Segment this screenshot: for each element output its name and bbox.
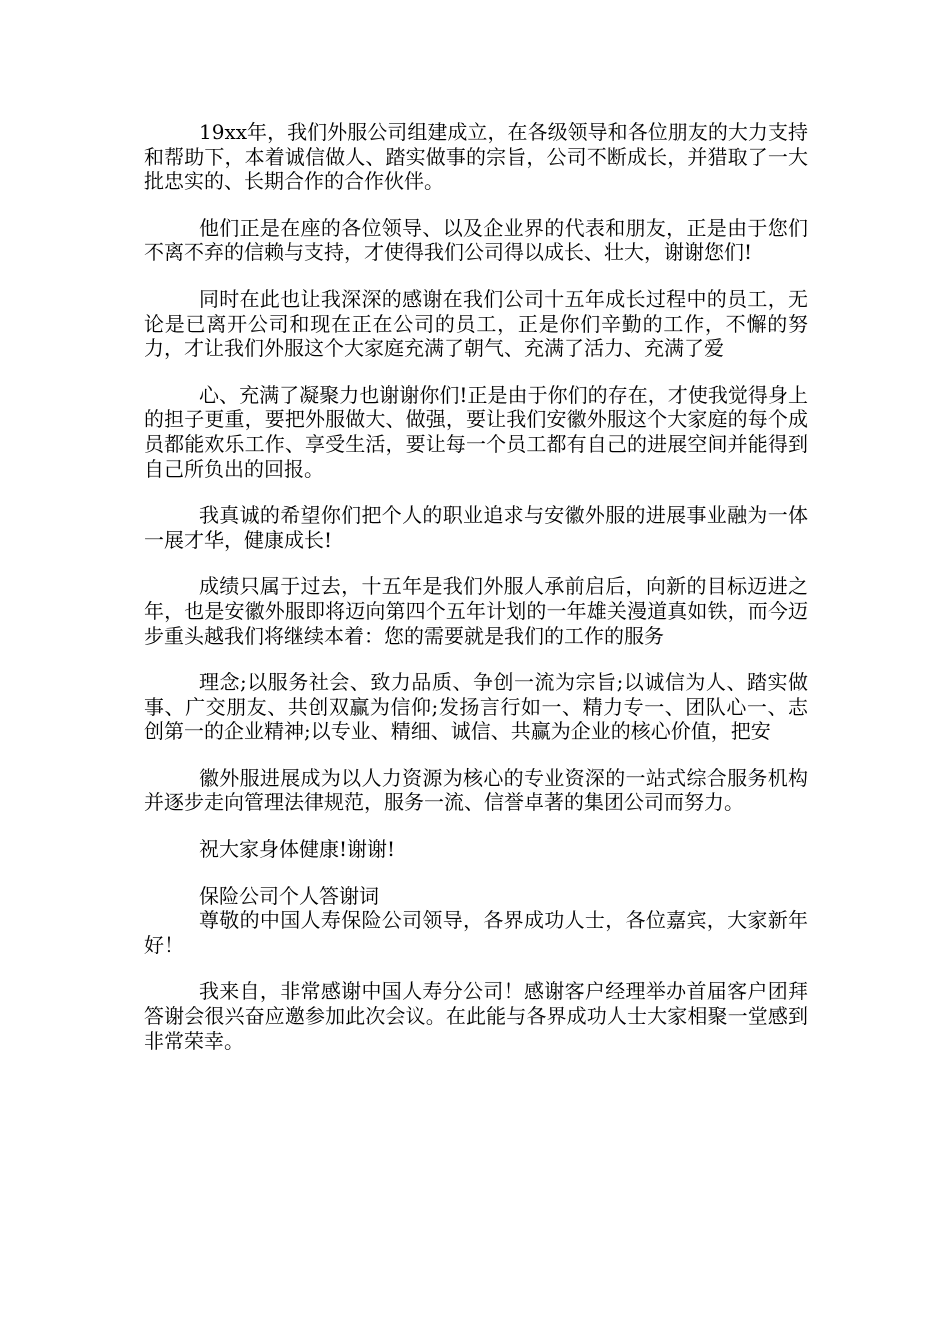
paragraph-greeting: 尊敬的中国人寿保险公司领导，各界成功人士，各位嘉宾，大家新年好！ (144, 908, 808, 957)
paragraph-thanks-employees: 同时在此也让我深深的感谢在我们公司十五年成长过程中的员工，无论是已离开公司和现在正在公司的员工，正是你们辛勤的工作，不懈的努力，才让我们外服这个大家庭充满了朝气、充满了活力、充满了爱 (144, 286, 808, 361)
paragraph-philosophy: 理念;以服务社会、致力品质、争创一流为宗旨;以诚信为人、踏实做事、广交朋友、共创双赢为信仰;发扬言行如一、精力专一、团队心一、志创第一的企业精神;以专业、精细、诚信、共赢为企业的核心价值，把安 (144, 670, 808, 744)
paragraph-hope: 我真诚的希望你们把个人的职业追求与安徽外服的进展事业融为一体一展才华，健康成长! (144, 503, 808, 552)
paragraph-founding: 19xx年，我们外服公司组建成立，在各级领导和各位朋友的大力支持和帮助下，本着诚信做人、踏实做事的宗旨，公司不断成长，并猎取了一大批忠实的、长期合作的合作伙伴。 (144, 120, 808, 194)
paragraph-achievements: 成绩只属于过去，十五年是我们外服人承前启后，向新的目标迈进之年，也是安徽外服即将迈向第四个五年计划的一年雄关漫道真如铁，而今迈步重头越我们将继续本着：您的需要就是我们的工作的服务 (144, 574, 808, 648)
paragraph-wishes: 祝大家身体健康!谢谢! (199, 837, 396, 862)
paragraph-thanks-partners: 他们正是在座的各位领导、以及企业界的代表和朋友，正是由于您们不离不弃的信赖与支持，才使得我们公司得以成长、壮大，谢谢您们! (144, 215, 808, 265)
document-body (144, 120, 808, 1075)
paragraph-responsibility: 心、充满了凝聚力也谢谢你们!正是由于你们的存在，才使我觉得身上的担子更重，要把外服做大、做强，要让我们安徽外服这个大家庭的每个成员都能欢乐工作、享受生活，要让每一个员工都有自己的进展空间并能得到自己所负出的回报。 (144, 382, 808, 481)
paragraph-gratitude: 我来自，非常感谢中国人寿分公司！感谢客户经理举办首届客户团拜答谢会很兴奋应邀参加此次会议。在此能与各界成功人士大家相聚一堂感到非常荣幸。 (144, 979, 808, 1053)
paragraph-goal: 徽外服进展成为以人力资源为核心的专业资深的一站式综合服务机构并逐步走向管理法律规范，服务一流、信誉卓著的集团公司而努力。 (144, 765, 808, 815)
section-heading-insurance-speech: 保险公司个人答谢词 (199, 883, 379, 908)
